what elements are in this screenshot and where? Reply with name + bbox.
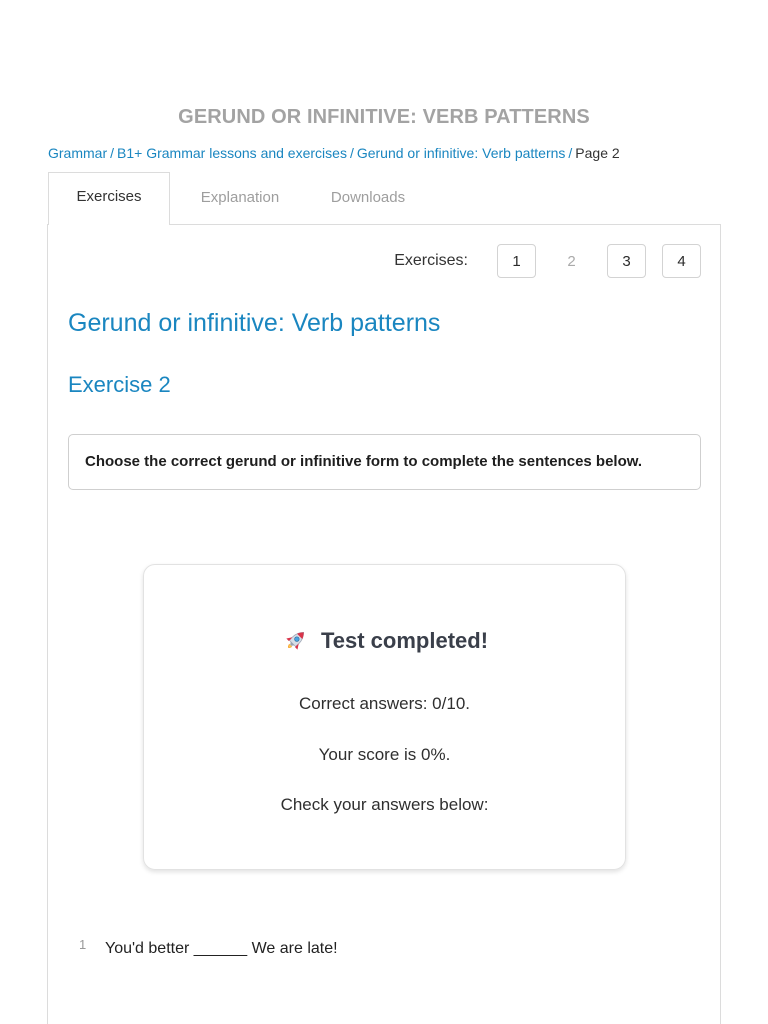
breadcrumb-separator: /: [568, 145, 573, 161]
pager-label: Exercises:: [394, 252, 468, 269]
check-answers-text: Check your answers below:: [280, 795, 489, 814]
breadcrumb-gerund-infinitive[interactable]: Gerund or infinitive: Verb patterns: [356, 145, 566, 161]
question-text: You'd better ______ We are late!: [105, 940, 338, 957]
breadcrumb-b1-lessons[interactable]: B1+ Grammar lessons and exercises: [117, 145, 347, 161]
result-title-row: [144, 627, 625, 655]
breadcrumb-separator: /: [110, 145, 115, 161]
pager-page-3[interactable]: 3: [607, 244, 646, 278]
score-text: Your score is 0%.: [318, 745, 451, 764]
question-item: [79, 936, 338, 958]
exercise-heading: Gerund or infinitive: Verb patterns: [68, 309, 441, 337]
question-number: 1: [79, 937, 87, 952]
breadcrumb-current: Page 2: [575, 145, 620, 161]
instruction-box: Choose the correct gerund or infinitive form to complete the sentences below.: [68, 434, 701, 490]
rocket-icon: [281, 627, 309, 655]
pager-page-4[interactable]: 4: [662, 244, 701, 278]
correct-answers-text: Correct answers: 0/10.: [298, 694, 470, 713]
breadcrumb: [48, 145, 620, 161]
breadcrumb-separator: /: [349, 145, 354, 161]
result-title: Test completed!: [320, 628, 489, 653]
pager-page-current: 2: [567, 252, 576, 270]
tab-explanation[interactable]: Explanation: [200, 189, 280, 206]
tab-exercises[interactable]: Exercises: [48, 172, 170, 225]
breadcrumb-grammar[interactable]: Grammar: [48, 145, 108, 161]
tab-downloads[interactable]: Downloads: [330, 189, 406, 206]
exercise-pager: [394, 243, 701, 279]
page-title: GERUND OR INFINITIVE: VERB PATTERNS: [178, 106, 590, 128]
result-card: [143, 564, 626, 870]
pager-page-1[interactable]: 1: [497, 244, 536, 278]
exercise-number-title: Exercise 2: [68, 372, 171, 397]
